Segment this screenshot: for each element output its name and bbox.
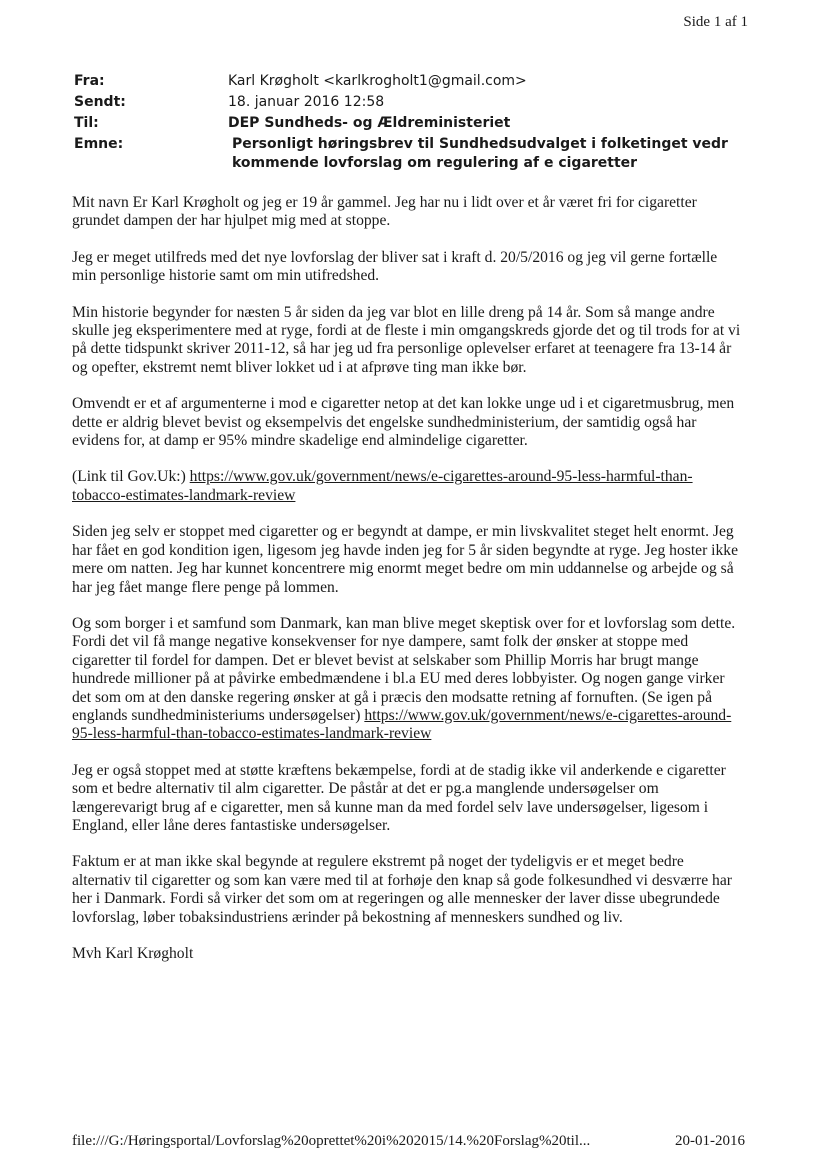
paragraph-cancer-society: Jeg er også stoppet med at støtte kræftens bekæmpelse, fordi at de stadig ikke vil anderkende e cigaretter som et bedre alternativ til alm cigaretter. De påstår at det er pg.a manglende undersøgelser om længerevarigt brug af e cigaretter, men så kunne man da med fordel selv lave undersøgelser, ligesom i England, eller låne deres fantastiske undersøgelser. [72, 761, 726, 834]
paragraph-quality-of-life: Siden jeg selv er stoppet med cigaretter og er begyndt at dampe, er min livskvalitet steget helt enormt. Jeg har fået en god kondition igen, ligesom jeg havde inden jeg for 5 år siden begyndte at ryge. Jeg hoster ikke mere om natten. Jeg har kunnet koncentrere mig enormt meget bedre om min uddannelse og arbejde og så har jeg fået mange flere penge på lommen. [72, 523, 739, 596]
gov-uk-link-2[interactable]: https://www.gov.uk/government/news/e-cigarettes-around-95-less-harmful-than-tobacco-estimates-landmark-review [72, 706, 732, 743]
paragraph-dissatisfaction: Jeg er meget utilfreds med det nye lovforslag der bliver sat i kraft d. 20/5/2016 og jeg vil gerne fortælle min personlige historie samt om min utifredshed. [72, 248, 718, 285]
paragraph-society [72, 615, 744, 744]
letter-body [72, 194, 744, 981]
footer-date: 20-01-2016 [675, 1133, 745, 1149]
from-row [74, 72, 754, 91]
page-number: Side 1 af 1 [683, 14, 748, 30]
paragraph-link [72, 468, 744, 505]
link-prefix: (Link til Gov.Uk:) [72, 468, 190, 486]
to-value: DEP Sundheds- og Ældreministeriet [228, 115, 511, 131]
paragraph-conclusion: Faktum er at man ikke skal begynde at regulere ekstremt på noget der tydeligvis er et meget bedre alternativ til cigaretter og som kan være med til at forhøje den knap så gode folkesundhed vi desværre har her i Danmark. Fordi så virker det som om at regeringen og alle mennesker der laver disse ubegrundede lovforslag, løber tobaksindustriens ærinder på bekostning af menneskers sundhed og liv. [72, 853, 732, 926]
sent-label: Sendt: [74, 94, 126, 110]
from-value: Karl Krøgholt <karlkrogholt1@gmail.com> [228, 73, 527, 89]
signature: Mvh Karl Krøgholt [72, 945, 194, 962]
to-label: Til: [74, 115, 99, 131]
subject-label: Emne: [74, 136, 124, 152]
society-text: Og som borger i et samfund som Danmark, kan man blive meget skeptisk over for et lovforslag som dette. Fordi det vil få mange negative konsekvenser for nye dampere, samt folk der ønsker at stoppe med cigaretter til fordel for dampen. Det er blevet bevist at selskaber som Phillip Morris har brugt mange hundrede millioner på at påvirke embedmændene i bl.a EU med deres lobbyister. Og nogen gange virker det som om at den danske regering ønsker at gå i præcis den modsatte retning af fornuften. (Se igen på englands sundhedministeriums undersøgelser) [72, 614, 736, 724]
paragraph-history: Min historie begynder for næsten 5 år siden da jeg var blot en lille dreng på 14 år. Som så mange andre skulle jeg eksperimentere med at ryge, fordi at de fleste i min omgangskreds gjorde det og til trods for at vi på dette tidspunkt skriver 2011-12, så har jeg ud fra personlige oplevelser erfaret at teenagere fra 13-14 år og opefter, ekstremt nemt bliver lokket ud i at afprøve ting man ikke bør. [72, 303, 741, 376]
email-header [74, 72, 754, 175]
footer [72, 1133, 745, 1150]
paragraph-intro: Mit navn Er Karl Krøgholt og jeg er 19 år gammel. Jeg har nu i lidt over et år været fri for cigaretter grundet dampen der har hjulpet mig med at stoppe. [72, 194, 697, 230]
sent-row [74, 93, 754, 112]
subject-value: Personligt høringsbrev til Sundhedsudvalget i folketinget vedr kommende lovforslag om regulering af e cigaretter [232, 136, 728, 171]
paragraph-argument: Omvendt er et af argumenterne i mod e cigaretter netop at det kan lokke unge ud i et cigaretmusbrug, men dette er aldrig blevet bevist og eksempelvis det engelske sundhedministerium, der samtidig også har evidens for, at damp er 95% mindre skadelige end almindelige cigaretter. [72, 395, 735, 450]
to-row [74, 114, 754, 133]
from-label: Fra: [74, 73, 105, 89]
sent-value: 18. januar 2016 12:58 [228, 94, 385, 110]
footer-path: file:///G:/Høringsportal/Lovforslag%20oprettet%20i%202015/14.%20Forslag%20til... [72, 1133, 591, 1149]
gov-uk-link[interactable]: https://www.gov.uk/government/news/e-cigarettes-around-95-less-harmful-than-tobacco-estimates-landmark-review [72, 468, 693, 504]
subject-row [74, 135, 754, 173]
